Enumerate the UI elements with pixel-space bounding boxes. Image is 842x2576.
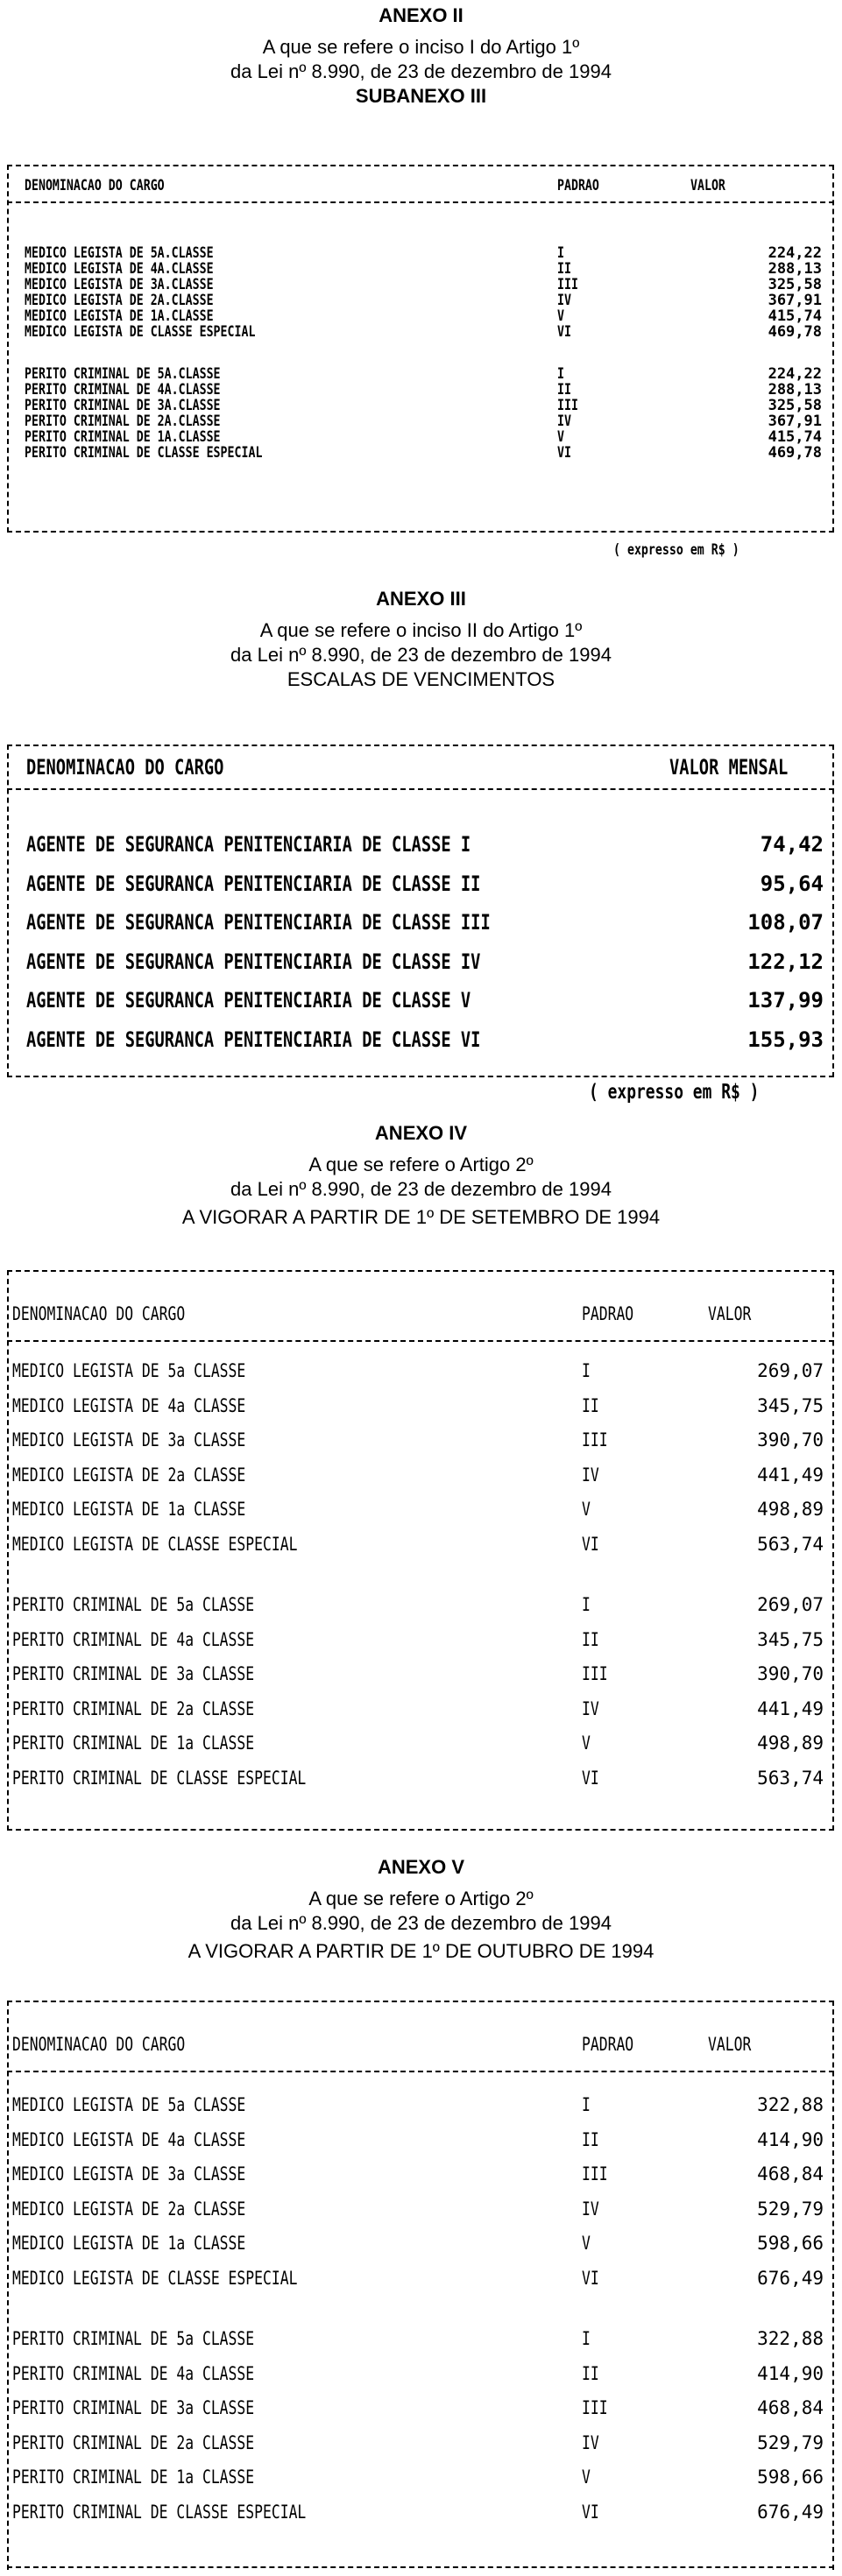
table-row [7, 2357, 834, 2392]
padrao-cell: I [582, 1360, 591, 1381]
valor-cell: 676,49 [757, 2267, 824, 2289]
anexo-ii-table [7, 165, 834, 533]
anexo-iii-table [7, 745, 834, 1077]
table-bottom-border [7, 1076, 834, 1077]
padrao-cell: I [582, 2328, 591, 2349]
table-row [7, 2460, 834, 2495]
padrao-cell: V [582, 1499, 591, 1520]
valor-cell: 498,89 [757, 1499, 824, 1520]
cargo-cell: MEDICO LEGISTA DE 4a CLASSE [12, 2128, 246, 2150]
cargo-cell: PERITO CRIMINAL DE 2a CLASSE [12, 2431, 255, 2453]
padrao-cell: IV [582, 1697, 599, 1719]
valor-cell: 224,22 [768, 365, 822, 383]
cargo-cell: AGENTE DE SEGURANCA PENITENCIARIA DE CLASSE VI [26, 1027, 481, 1052]
col-header-valor: VALOR [708, 2034, 752, 2055]
table-row [7, 382, 834, 398]
cargo-cell: PERITO CRIMINAL DE 2a CLASSE [12, 1697, 255, 1719]
cargo-cell: PERITO CRIMINAL DE 4a CLASSE [12, 2362, 255, 2384]
valor-cell: 122,12 [747, 949, 824, 974]
col-header-padrao: PADRAO [582, 1303, 634, 1324]
col-header-padrao: PADRAO [557, 177, 599, 194]
col-header-cargo: DENOMINACAO DO CARGO [26, 755, 224, 780]
padrao-cell: II [582, 2362, 599, 2384]
cargo-cell: PERITO CRIMINAL DE 4A.CLASSE [25, 381, 221, 399]
cargo-cell: MEDICO LEGISTA DE 1A.CLASSE [25, 307, 214, 325]
padrao-cell: VI [582, 1767, 599, 1789]
padrao-cell: III [582, 1663, 608, 1684]
cargo-cell: PERITO CRIMINAL DE 3a CLASSE [12, 2397, 255, 2418]
valor-cell: 345,75 [757, 1628, 824, 1650]
padrao-cell: I [557, 244, 564, 262]
cargo-cell: PERITO CRIMINAL DE 1a CLASSE [12, 1733, 255, 1754]
table-row [7, 2123, 834, 2158]
table-row [7, 981, 834, 1020]
padrao-cell: IV [582, 1464, 599, 1486]
table-row [7, 366, 834, 382]
valor-cell: 322,88 [757, 2094, 824, 2115]
table-row [7, 1623, 834, 1658]
valor-cell: 288,13 [768, 381, 822, 399]
table-row [7, 903, 834, 942]
valor-cell: 414,90 [757, 2128, 824, 2150]
padrao-cell: IV [582, 2431, 599, 2453]
padrao-cell: IV [557, 292, 571, 309]
cargo-cell: MEDICO LEGISTA DE 2a CLASSE [12, 1464, 246, 1486]
col-header-valor: VALOR [690, 177, 725, 194]
table-row [7, 1354, 834, 1389]
anexo-iii-subtitle: ESCALAS DE VENCIMENTOS [287, 668, 555, 690]
cargo-cell: AGENTE DE SEGURANCA PENITENCIARIA DE CLASSE V [26, 988, 471, 1013]
anexo-v-title: ANEXO V [377, 1856, 465, 1878]
header-separator [7, 1340, 834, 1342]
table-row [7, 1458, 834, 1493]
table-row [7, 2262, 834, 2297]
table-row [7, 1692, 834, 1727]
anexo-iii-ref: A que se refere o inciso II do Artigo 1º [259, 619, 583, 641]
anexo-ii-ref: A que se refere o inciso I do Artigo 1º [262, 36, 580, 58]
cargo-cell: PERITO CRIMINAL DE 1a CLASSE [12, 2467, 255, 2488]
padrao-cell: V [582, 2467, 591, 2488]
padrao-cell: V [557, 307, 564, 325]
valor-cell: 367,91 [768, 292, 822, 309]
valor-cell: 468,84 [757, 2397, 824, 2418]
table-row [7, 865, 834, 904]
table-row [7, 1726, 834, 1761]
anexo-iv-header [0, 1121, 842, 1230]
cargo-cell: MEDICO LEGISTA DE 4A.CLASSE [25, 260, 214, 278]
anexo-iii-lei: da Lei nº 8.990, de 23 de dezembro de 1994 [230, 644, 612, 666]
cargo-cell: MEDICO LEGISTA DE 3A.CLASSE [25, 276, 214, 293]
anexo-iv-lei: da Lei nº 8.990, de 23 de dezembro de 1994 [230, 1178, 612, 1200]
padrao-cell: V [582, 2233, 591, 2254]
cargo-cell: PERITO CRIMINAL DE 5a CLASSE [12, 1594, 255, 1615]
table-row [7, 825, 834, 865]
padrao-cell: IV [582, 2198, 599, 2220]
table-row [7, 1588, 834, 1623]
cargo-cell: MEDICO LEGISTA DE 5A.CLASSE [25, 244, 214, 262]
cargo-cell: PERITO CRIMINAL DE 5a CLASSE [12, 2328, 255, 2349]
anexo-v-lei: da Lei nº 8.990, de 23 de dezembro de 1994 [230, 1912, 612, 1934]
table-row [7, 2426, 834, 2461]
cargo-cell: MEDICO LEGISTA DE 4a CLASSE [12, 1394, 246, 1416]
valor-cell: 345,75 [757, 1394, 824, 1416]
cargo-cell: MEDICO LEGISTA DE 3a CLASSE [12, 2163, 246, 2184]
valor-cell: 415,74 [768, 428, 822, 446]
col-header-padrao: PADRAO [582, 2034, 634, 2055]
col-header-cargo: DENOMINACAO DO CARGO [25, 177, 165, 194]
cargo-cell: PERITO CRIMINAL DE CLASSE ESPECIAL [12, 1767, 307, 1789]
table-top-border [7, 1270, 834, 1272]
cargo-cell: MEDICO LEGISTA DE 5a CLASSE [12, 1360, 246, 1381]
padrao-cell: II [582, 2128, 599, 2150]
padrao-cell: V [582, 1733, 591, 1754]
padrao-cell: III [557, 276, 578, 293]
cargo-cell: AGENTE DE SEGURANCA PENITENCIARIA DE CLASSE III [26, 910, 491, 935]
cargo-cell: MEDICO LEGISTA DE 1a CLASSE [12, 2233, 246, 2254]
valor-cell: 441,49 [757, 1464, 824, 1486]
padrao-cell: VI [557, 444, 571, 462]
table-row [7, 1528, 834, 1563]
padrao-cell: I [557, 365, 564, 383]
valor-cell: 390,70 [757, 1663, 824, 1684]
valor-cell: 529,79 [757, 2431, 824, 2453]
cargo-cell: AGENTE DE SEGURANCA PENITENCIARIA DE CLASSE I [26, 832, 471, 857]
cargo-cell: MEDICO LEGISTA DE 5a CLASSE [12, 2094, 246, 2115]
table-row [7, 429, 834, 445]
valor-cell: 325,58 [768, 397, 822, 414]
table-row [7, 2192, 834, 2227]
cargo-cell: PERITO CRIMINAL DE CLASSE ESPECIAL [12, 2501, 307, 2523]
anexo-v-header [0, 1855, 842, 1964]
padrao-cell: III [582, 2163, 608, 2184]
anexo-iv-subtitle: A VIGORAR A PARTIR DE 1º DE SETEMBRO DE 1994 [181, 1206, 661, 1228]
header-separator [7, 2071, 834, 2072]
anexo-iv-ref: A que se refere o Artigo 2º [308, 1154, 534, 1175]
cargo-cell: MEDICO LEGISTA DE CLASSE ESPECIAL [12, 2267, 298, 2289]
table-row [7, 398, 834, 413]
anexo-ii-header [0, 4, 842, 109]
table-row [7, 261, 834, 277]
anexo-ii-footnote: ( expresso em R$ ) [613, 541, 739, 559]
valor-cell: 469,78 [768, 323, 822, 341]
valor-cell: 469,78 [768, 444, 822, 462]
col-header-cargo: DENOMINACAO DO CARGO [12, 1303, 186, 1324]
table-row [7, 1493, 834, 1528]
table-bottom-border [7, 1829, 834, 1831]
padrao-cell: II [557, 381, 571, 399]
anexo-iv-table [7, 1270, 834, 1831]
valor-cell: 676,49 [757, 2501, 824, 2523]
cargo-cell: AGENTE DE SEGURANCA PENITENCIARIA DE CLASSE IV [26, 949, 481, 974]
table-row [7, 2391, 834, 2426]
table-top-border [7, 165, 834, 166]
valor-cell: 529,79 [757, 2198, 824, 2220]
padrao-cell: III [582, 2397, 608, 2418]
valor-cell: 269,07 [757, 1360, 824, 1381]
col-header-valor: VALOR [708, 1303, 752, 1324]
table-row [7, 2322, 834, 2357]
valor-cell: 325,58 [768, 276, 822, 293]
cargo-cell: PERITO CRIMINAL DE 3a CLASSE [12, 1663, 255, 1684]
table-right-border [832, 165, 834, 533]
valor-cell: 414,90 [757, 2362, 824, 2384]
table-left-border [7, 165, 9, 533]
anexo-iii-footnote: ( expresso em R$ ) [589, 1081, 760, 1104]
valor-cell: 598,66 [757, 2467, 824, 2488]
padrao-cell: II [582, 1394, 599, 1416]
valor-cell: 367,91 [768, 413, 822, 430]
cargo-cell: MEDICO LEGISTA DE 2a CLASSE [12, 2198, 246, 2220]
valor-cell: 74,42 [760, 832, 824, 857]
table-top-border [7, 2001, 834, 2002]
padrao-cell: II [557, 260, 571, 278]
anexo-v-ref: A que se refere o Artigo 2º [308, 1888, 534, 1909]
valor-cell: 415,74 [768, 307, 822, 325]
valor-cell: 288,13 [768, 260, 822, 278]
padrao-cell: VI [582, 2267, 599, 2289]
padrao-cell: I [582, 2094, 591, 2115]
table-top-border [7, 745, 834, 746]
cargo-cell: MEDICO LEGISTA DE 1a CLASSE [12, 1499, 246, 1520]
table-row [7, 2227, 834, 2262]
header-separator [7, 788, 834, 790]
valor-cell: 390,70 [757, 1429, 824, 1450]
valor-cell: 155,93 [747, 1027, 824, 1052]
cargo-cell: PERITO CRIMINAL DE CLASSE ESPECIAL [25, 444, 263, 462]
anexo-iv-title: ANEXO IV [374, 1122, 468, 1144]
valor-cell: 498,89 [757, 1733, 824, 1754]
table-row [7, 245, 834, 261]
cargo-cell: MEDICO LEGISTA DE CLASSE ESPECIAL [25, 323, 256, 341]
cargo-cell: PERITO CRIMINAL DE 1A.CLASSE [25, 428, 221, 446]
valor-cell: 441,49 [757, 1697, 824, 1719]
table-row [7, 1423, 834, 1458]
cargo-cell: MEDICO LEGISTA DE 3a CLASSE [12, 1429, 246, 1450]
valor-cell: 108,07 [747, 910, 824, 935]
padrao-cell: II [582, 1628, 599, 1650]
valor-cell: 468,84 [757, 2163, 824, 2184]
anexo-iii-title: ANEXO III [376, 588, 466, 610]
table-row [7, 413, 834, 429]
cargo-cell: AGENTE DE SEGURANCA PENITENCIARIA DE CLASSE II [26, 871, 481, 896]
valor-cell: 598,66 [757, 2233, 824, 2254]
valor-cell: 322,88 [757, 2328, 824, 2349]
table-row [7, 2157, 834, 2192]
anexo-ii-lei: da Lei nº 8.990, de 23 de dezembro de 1994 [230, 60, 612, 82]
valor-cell: 269,07 [757, 1594, 824, 1615]
padrao-cell: III [582, 1429, 608, 1450]
cargo-cell: PERITO CRIMINAL DE 4a CLASSE [12, 1628, 255, 1650]
table-bottom-border [7, 531, 834, 533]
table-row [7, 1389, 834, 1424]
anexo-v-table [7, 2001, 834, 2570]
table-row [7, 1761, 834, 1796]
anexo-ii-subtitle: SUBANEXO III [355, 85, 487, 107]
cargo-cell: MEDICO LEGISTA DE 2A.CLASSE [25, 292, 214, 309]
padrao-cell: VI [557, 323, 571, 341]
valor-cell: 95,64 [760, 871, 824, 896]
table-row [7, 445, 834, 461]
valor-cell: 224,22 [768, 244, 822, 262]
padrao-cell: V [557, 428, 564, 446]
valor-cell: 563,74 [757, 1767, 824, 1789]
table-row [7, 277, 834, 293]
cargo-cell: PERITO CRIMINAL DE 3A.CLASSE [25, 397, 221, 414]
padrao-cell: VI [582, 2501, 599, 2523]
cargo-cell: MEDICO LEGISTA DE CLASSE ESPECIAL [12, 1533, 298, 1555]
cargo-cell: PERITO CRIMINAL DE 2A.CLASSE [25, 413, 221, 430]
anexo-v-subtitle: A VIGORAR A PARTIR DE 1º DE OUTUBRO DE 1994 [188, 1940, 654, 1962]
valor-cell: 137,99 [747, 988, 824, 1013]
table-row [7, 2088, 834, 2123]
table-row [7, 942, 834, 982]
table-row [7, 324, 834, 340]
table-row [7, 293, 834, 308]
padrao-cell: VI [582, 1533, 599, 1555]
padrao-cell: III [557, 397, 578, 414]
table-row [7, 1657, 834, 1692]
anexo-ii-title: ANEXO II [379, 4, 463, 26]
padrao-cell: IV [557, 413, 571, 430]
padrao-cell: I [582, 1594, 591, 1615]
col-header-cargo: DENOMINACAO DO CARGO [12, 2034, 186, 2055]
valor-cell: 563,74 [757, 1533, 824, 1555]
cargo-cell: PERITO CRIMINAL DE 5A.CLASSE [25, 365, 221, 383]
anexo-iii-header [0, 587, 842, 692]
table-row [7, 2495, 834, 2530]
table-row [7, 308, 834, 324]
col-header-valor-mensal: VALOR MENSAL [669, 755, 789, 780]
table-bottom-border [7, 2566, 834, 2568]
header-separator [7, 201, 834, 203]
table-row [7, 1020, 834, 1060]
